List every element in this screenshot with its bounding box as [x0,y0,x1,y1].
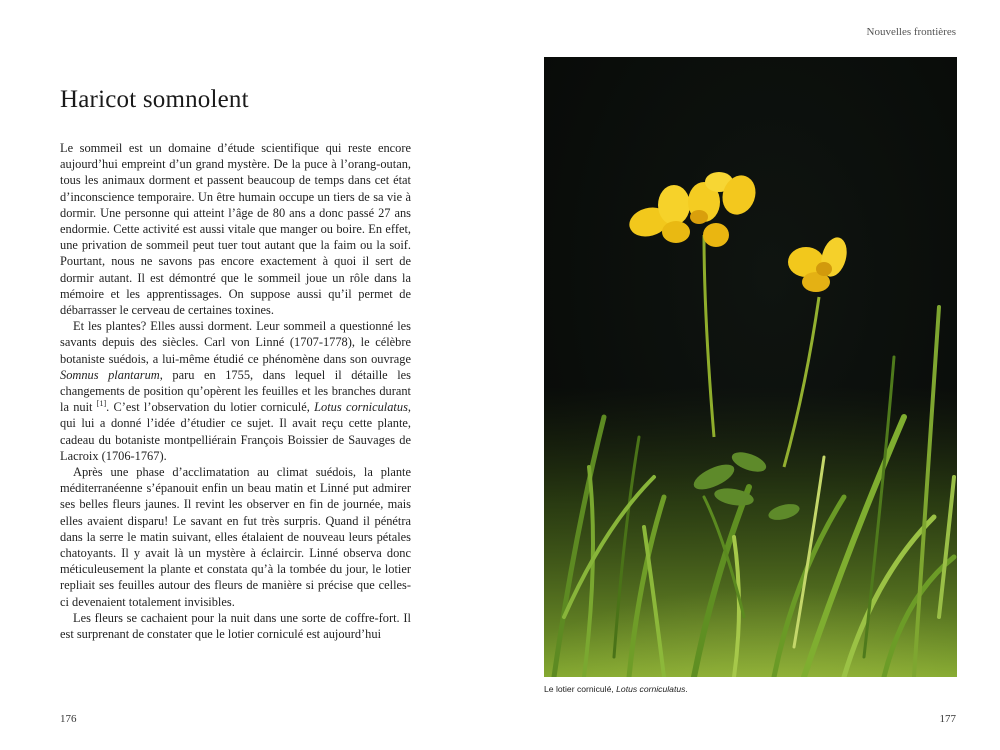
footnote-reference[interactable]: [1] [96,399,107,409]
page-number-left: 176 [60,713,77,725]
latin-name-lotus: Lotus corniculatus [314,400,408,415]
body-text [60,140,411,642]
paragraph-2-part-a: Et les plantes? Elles aussi dorment. Leur sommeil a questionné les savants depuis des siècles. Carl von Linné (1707-1778), le célèbre botaniste suédois, a lui-même étudié ce phénomène dans son ouvrage [60,319,411,366]
lotus-flower-illustration [544,57,957,677]
book-title-somnus: Somnus plantarum [60,367,160,382]
paragraph-2 [60,318,411,464]
paragraph-2-part-f: , qui lui a donné l’idée d’étudier ce sujet. Il avait reçu cette plante, cadeau du botaniste montpelliérain François Boissier de Sauvages de Lacroix (1706-1767). [60,400,412,463]
photo-caption [544,684,688,694]
caption-latin-name: Lotus corniculatus [616,684,686,694]
paragraph-2-part-d: . C’est l’observation du lotier corniculé, [106,400,315,415]
paragraph-2-part-c: , paru en 1755, dans lequel il détaille les changements de position qu’opèrent les feuilles et les branches durant la nuit [60,367,411,415]
paragraph-3: Après une phase d’acclimatation au climat suédois, la plante méditerranéenne s’épanouit enfin un beau matin et Linné put admirer ses belles fleurs jaunes. Il revint les observer en fin de journée, mais elles avaient disparu! Le savant en fut très surpris. Quand il pénétra dans la serre le matin suivant, elles étalaient de nouveau leurs pétales chatoyants. Il y avait là un mystère à éclaircir. Linné observa donc méticuleusement la plante et constata qu’à la tombée du jour, le lotier repliait ses feuilles autour des fleurs de manière si précise que celles-ci devenaient totalement invisibles. [60,465,411,609]
chapter-title: Haricot somnolent [60,86,249,113]
page-number-right: 177 [939,713,956,725]
right-page [500,0,1000,750]
yellow-flower-photo [544,57,957,677]
paragraph-4: Les fleurs se cachaient pour la nuit dans une sorte de coffre-fort. Il est surprenant de constater que le lotier corniculé est aujourd’hui [60,610,411,642]
caption-end: . [685,684,688,694]
running-head: Nouvelles frontières [866,26,956,38]
caption-text: Le lotier corniculé, [544,684,617,694]
paragraph-1: Le sommeil est un domaine d’étude scientifique qui reste encore aujourd’hui empreint d’un grand mystère. De la puce à l’orang-outan, tous les animaux dorment et passent beaucoup de temps dans cet état d’inconscience temporaire. Un être humain occupe un tiers de sa vie à dormir. Une personne qui atteint l’âge de 80 ans a donc passé 27 ans endormie. Cette activité est aussi vitale que manger ou boire. En effet, une privation de sommeil peut tuer tout autant que la faim ou la soif. Pourtant, nous ne savons pas encore exactement à quoi il sert de dormir autant. Il est démontré que le sommeil joue un rôle dans la mémoire et les apprentissages. On suppose aussi qu’il permet de débarrasser le cerveau de certaines toxines. [60,141,411,318]
